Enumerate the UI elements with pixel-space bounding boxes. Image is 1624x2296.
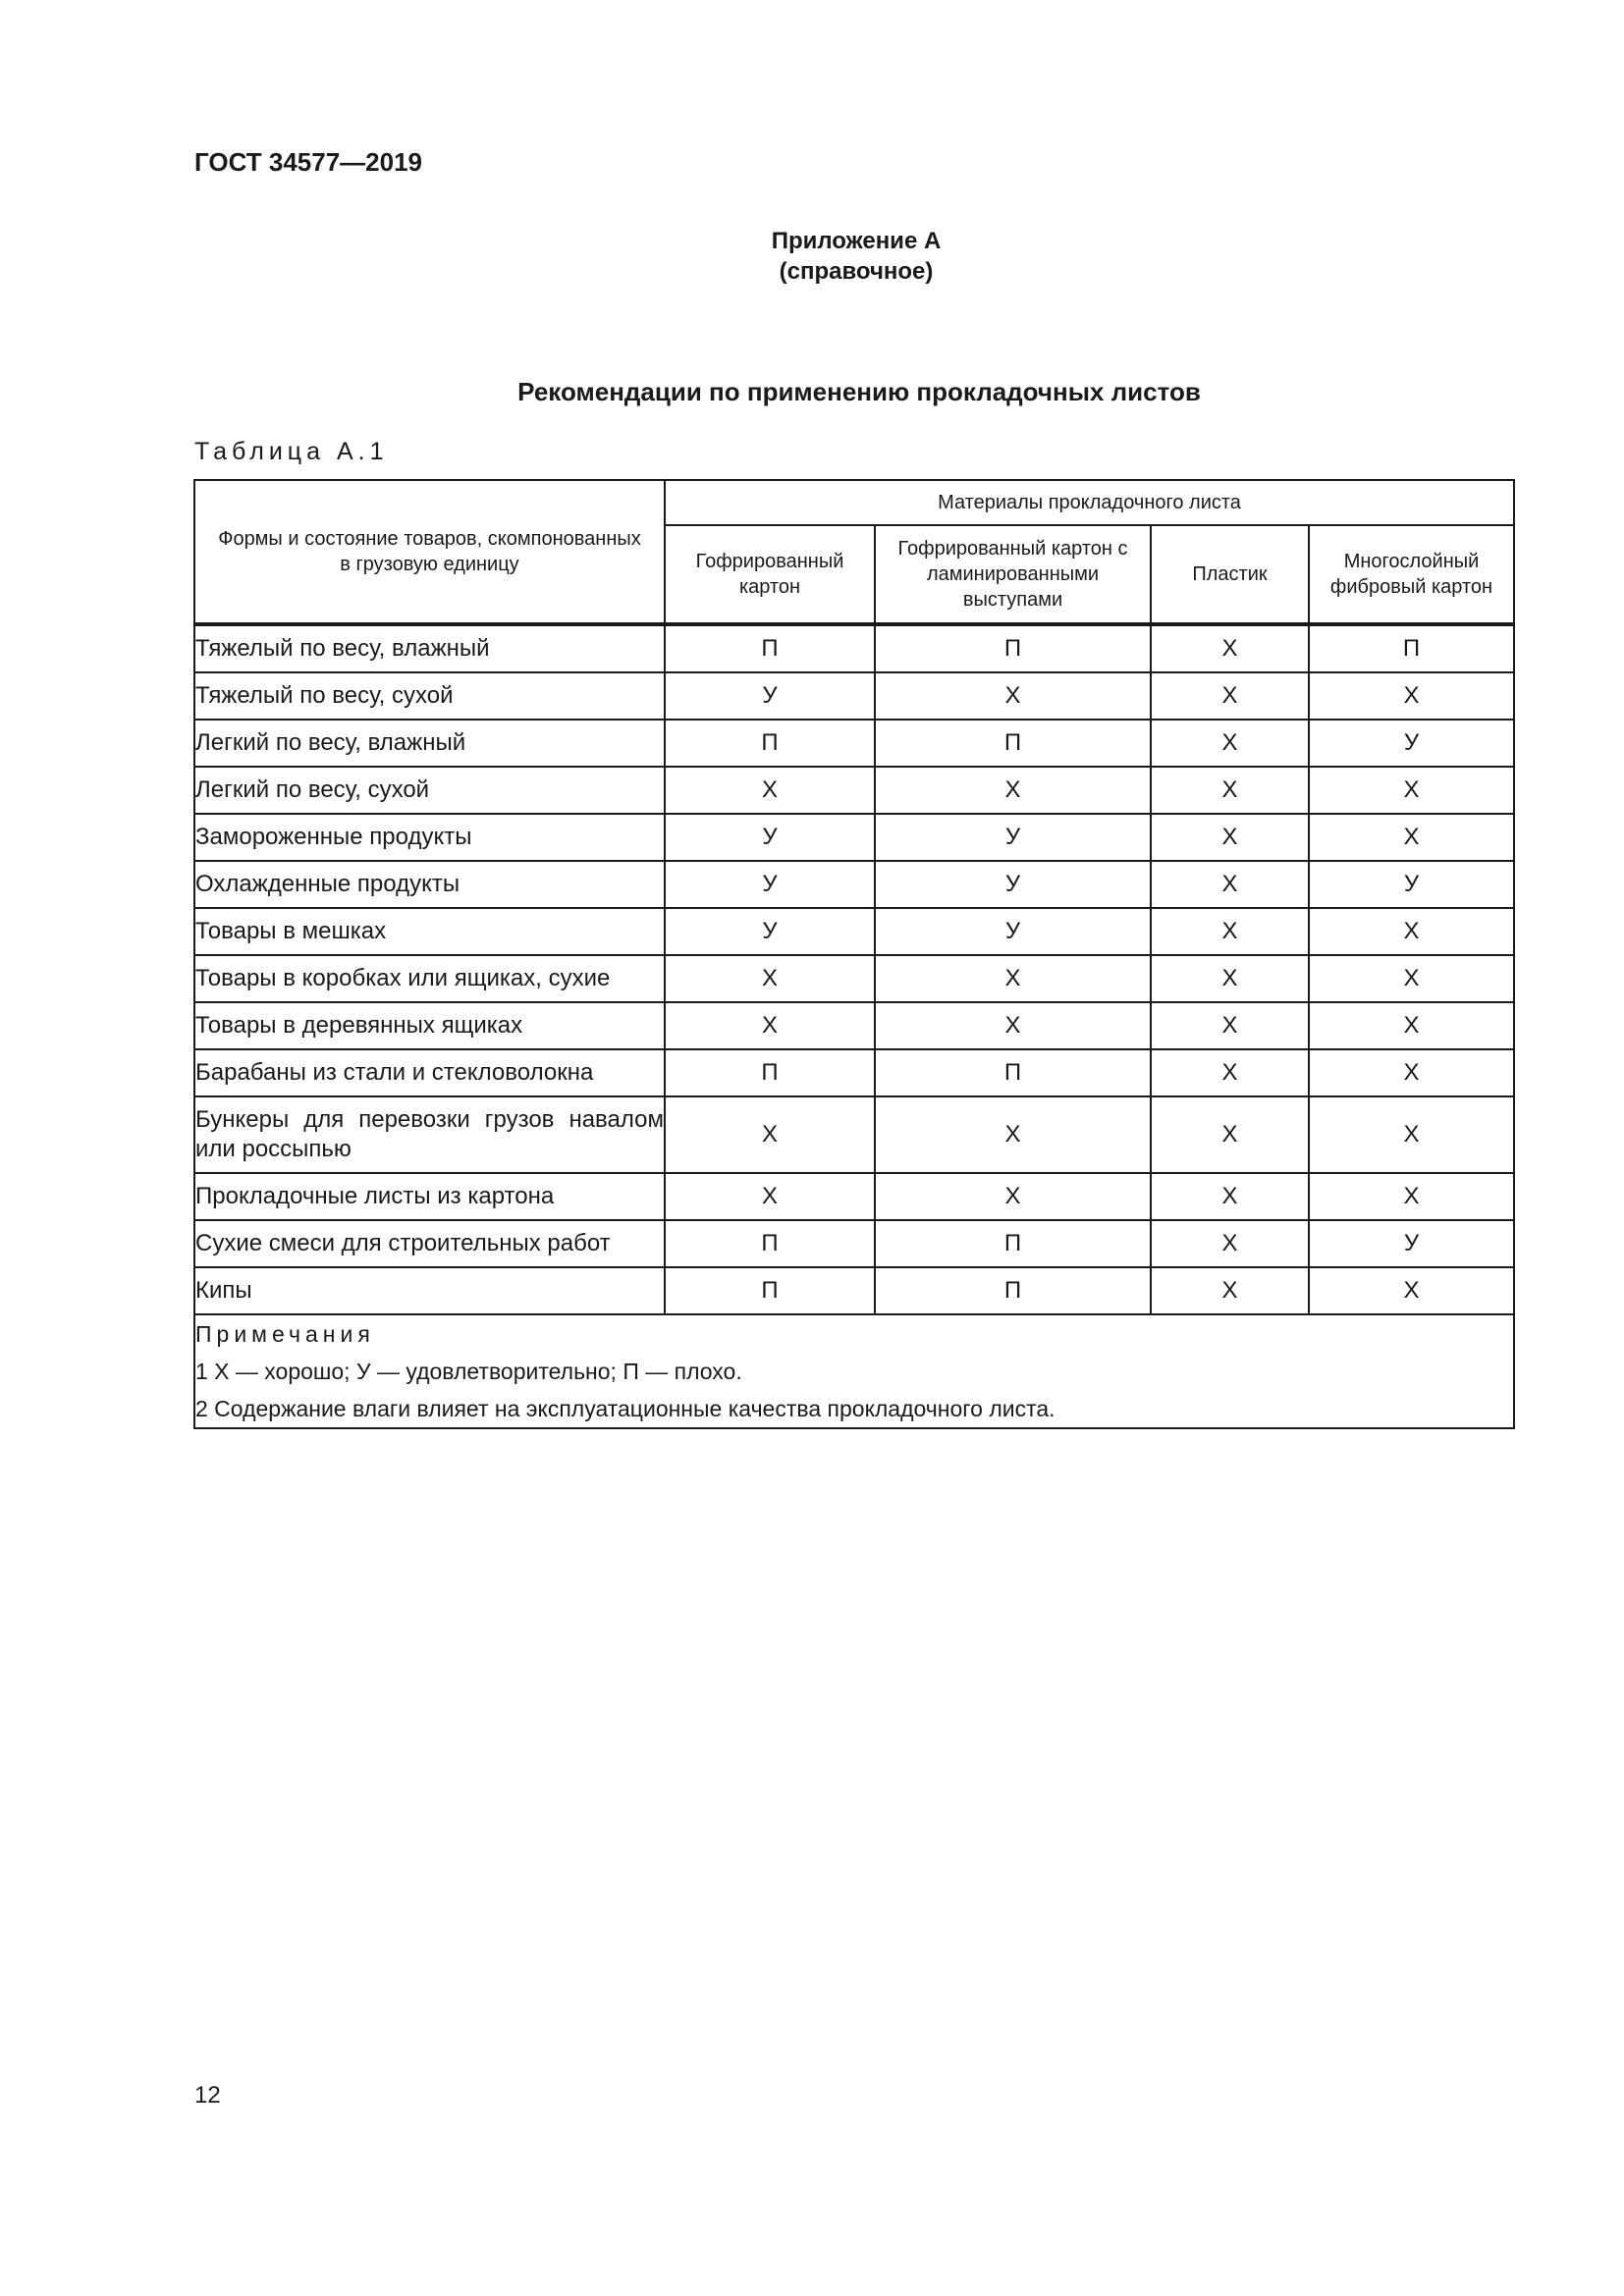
rating-cell: П	[665, 1220, 875, 1267]
column-header: Пластик	[1151, 525, 1309, 624]
recommendations-table	[193, 479, 1515, 1429]
row-name: Прокладочные листы из картона	[194, 1173, 665, 1220]
rating-cell: П	[875, 1049, 1151, 1096]
appendix-title: Приложение А	[771, 228, 942, 254]
row-name: Кипы	[194, 1267, 665, 1314]
notes-cell	[194, 1314, 1514, 1428]
table-row	[194, 908, 1514, 955]
rating-cell: Х	[665, 955, 875, 1002]
rating-cell: У	[1309, 720, 1514, 767]
rating-cell: П	[875, 720, 1151, 767]
rating-cell: Х	[1151, 814, 1309, 861]
rating-cell: П	[665, 1267, 875, 1314]
rating-cell: Х	[665, 1173, 875, 1220]
table-row	[194, 861, 1514, 908]
rating-cell: У	[665, 908, 875, 955]
rating-cell: Х	[1151, 955, 1309, 1002]
rating-cell: Х	[665, 767, 875, 814]
row-name: Охлажденные продукты	[194, 861, 665, 908]
note-item: 2 Содержание влаги влияет на эксплуатационные качества прокладочного листа.	[195, 1396, 1056, 1421]
row-name: Барабаны из стали и стекловолокна	[194, 1049, 665, 1096]
rating-cell: Х	[1309, 1267, 1514, 1314]
rating-cell: Х	[875, 955, 1151, 1002]
rating-cell: П	[875, 1220, 1151, 1267]
table-row	[194, 955, 1514, 1002]
rating-cell: У	[875, 908, 1151, 955]
row-name: Тяжелый по весу, сухой	[194, 672, 665, 720]
rating-cell: Х	[665, 1002, 875, 1049]
rating-cell: Х	[1309, 1002, 1514, 1049]
column-header: Гофрированный картон с ламинированными выступами	[875, 525, 1151, 624]
rating-cell: Х	[875, 672, 1151, 720]
group-header: Материалы прокладочного листа	[665, 480, 1514, 525]
row-name: Товары в деревянных ящиках	[194, 1002, 665, 1049]
rating-cell: Х	[1151, 1049, 1309, 1096]
rating-cell: Х	[875, 767, 1151, 814]
table-label: Таблица А.1	[194, 438, 389, 465]
rating-cell: Х	[1151, 767, 1309, 814]
rating-cell: Х	[1309, 1096, 1514, 1173]
rating-cell: Х	[1151, 672, 1309, 720]
rating-cell: У	[875, 814, 1151, 861]
rating-cell: Х	[1309, 1049, 1514, 1096]
row-name: Замороженные продукты	[194, 814, 665, 861]
rating-cell: П	[875, 624, 1151, 672]
appendix-heading	[0, 226, 1624, 287]
column-header: Многослойный фибровый картон	[1309, 525, 1514, 624]
table-row	[194, 814, 1514, 861]
rating-cell: Х	[1309, 955, 1514, 1002]
rating-cell: Х	[1151, 1002, 1309, 1049]
table-row	[194, 1002, 1514, 1049]
rating-cell: Х	[1151, 908, 1309, 955]
rating-cell: П	[665, 624, 875, 672]
row-name: Сухие смеси для строительных работ	[194, 1220, 665, 1267]
rating-cell: Х	[1151, 624, 1309, 672]
rating-cell: Х	[1151, 1173, 1309, 1220]
table-row	[194, 672, 1514, 720]
rating-cell: У	[1309, 861, 1514, 908]
row-name: Товары в коробках или ящиках, сухие	[194, 955, 665, 1002]
row-name: Легкий по весу, влажный	[194, 720, 665, 767]
table-row	[194, 1267, 1514, 1314]
rating-cell: П	[1309, 624, 1514, 672]
row-header: Формы и состояние товаров, скомпонованных в грузовую единицу	[194, 480, 665, 624]
rating-cell: П	[875, 1267, 1151, 1314]
rating-cell: У	[875, 861, 1151, 908]
table-row	[194, 1049, 1514, 1096]
table-row	[194, 1096, 1514, 1173]
rating-cell: Х	[1309, 767, 1514, 814]
rating-cell: Х	[665, 1096, 875, 1173]
rating-cell: П	[665, 1049, 875, 1096]
rating-cell: У	[1309, 1220, 1514, 1267]
rating-cell: Х	[875, 1096, 1151, 1173]
rating-cell: У	[665, 672, 875, 720]
notes-row	[194, 1314, 1514, 1428]
row-name: Бункеры для перевозки грузов навалом или россыпью	[194, 1096, 665, 1173]
rating-cell: Х	[875, 1002, 1151, 1049]
rating-cell: Х	[1309, 814, 1514, 861]
rating-cell: Х	[1309, 672, 1514, 720]
rating-cell: П	[665, 720, 875, 767]
rating-cell: У	[665, 861, 875, 908]
table-row	[194, 720, 1514, 767]
rating-cell: Х	[1151, 1267, 1309, 1314]
rating-cell: Х	[1151, 1220, 1309, 1267]
row-name: Товары в мешках	[194, 908, 665, 955]
rating-cell: Х	[875, 1173, 1151, 1220]
row-name: Тяжелый по весу, влажный	[194, 624, 665, 672]
table-row	[194, 1173, 1514, 1220]
rating-cell: Х	[1151, 861, 1309, 908]
appendix-kind: (справочное)	[779, 258, 934, 285]
rating-cell: Х	[1151, 720, 1309, 767]
table-row	[194, 624, 1514, 672]
row-name: Легкий по весу, сухой	[194, 767, 665, 814]
section-title: Рекомендации по применению прокладочных листов	[517, 377, 1201, 406]
notes-title: Примечания	[195, 1321, 375, 1347]
document-code: ГОСТ 34577—2019	[194, 147, 422, 177]
page-number: 12	[194, 2082, 221, 2109]
rating-cell: Х	[1309, 908, 1514, 955]
rating-cell: Х	[1309, 1173, 1514, 1220]
note-item: 1 Х — хорошо; У — удовлетворительно; П — плохо.	[195, 1359, 742, 1384]
rating-cell: Х	[1151, 1096, 1309, 1173]
table-row	[194, 767, 1514, 814]
table-row	[194, 1220, 1514, 1267]
column-header: Гофрированный картон	[665, 525, 875, 624]
rating-cell: У	[665, 814, 875, 861]
